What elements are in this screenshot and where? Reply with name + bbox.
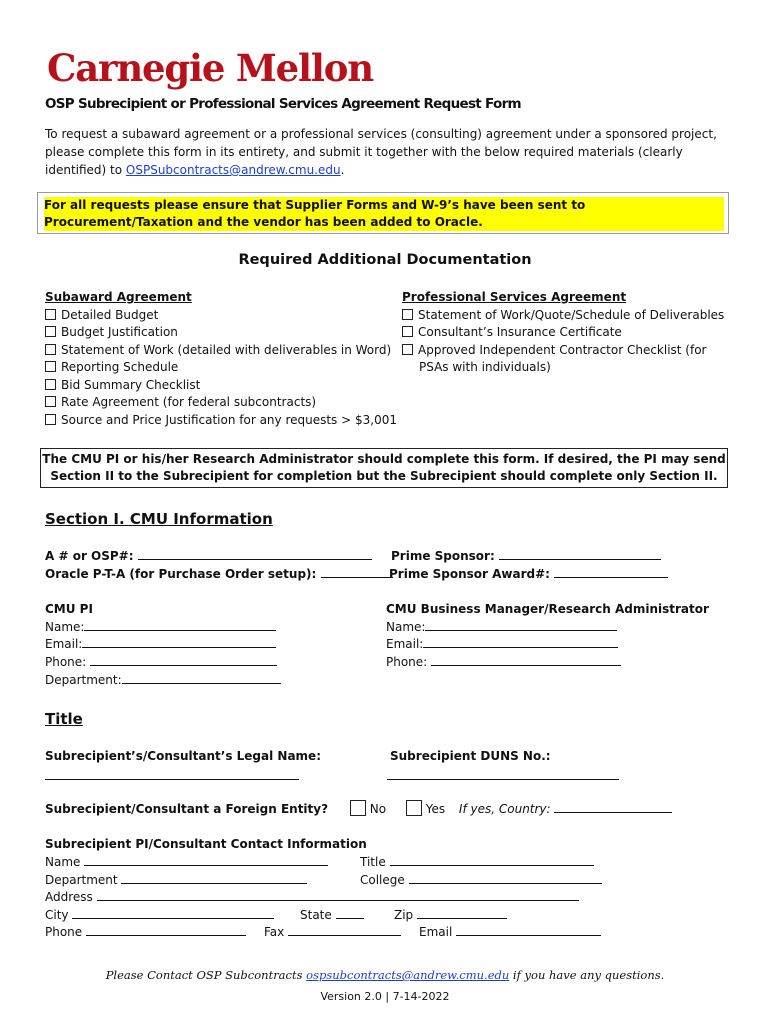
field-label: Name: <box>45 620 85 634</box>
field-label: Department: <box>45 673 122 687</box>
field-label: Zip <box>394 908 414 922</box>
field-line[interactable] <box>84 619 276 631</box>
field-label: Title <box>360 855 386 869</box>
field-line[interactable] <box>90 654 277 666</box>
field-line[interactable] <box>499 548 661 560</box>
yes-label: Yes <box>425 802 446 816</box>
field-label: Email <box>419 925 453 939</box>
checkbox-icon[interactable] <box>45 396 56 407</box>
checkbox-icon[interactable] <box>45 414 56 425</box>
professional-item[interactable] <box>402 342 724 360</box>
intro-text: To request a subaward agreement or a professional services (consulting) agreement under a sponsored project, please complete this form in its entirety, and submit it together with the below required materials (clearly identified) to <box>45 127 717 177</box>
alert-box <box>37 192 729 234</box>
section-1-title: Section I. CMU Information <box>45 510 273 528</box>
item-label: Budget Justification <box>61 325 178 339</box>
foreign-entity-label: Subrecipient/Consultant a Foreign Entity? <box>45 802 329 816</box>
contact-address-field[interactable] <box>45 889 579 906</box>
subaward-item[interactable] <box>45 359 397 377</box>
field-line[interactable] <box>86 924 246 936</box>
item-label: Reporting Schedule <box>61 360 179 374</box>
prime-award-field[interactable] <box>389 566 668 583</box>
field-label: Phone: <box>386 655 428 669</box>
item-label: Consultant’s Insurance Certificate <box>418 325 622 339</box>
field-line[interactable] <box>390 854 594 866</box>
notice-line-1: The CMU PI or his/her Research Administrator should complete this form. If desired, the PI may send <box>42 452 726 466</box>
professional-heading: Professional Services Agreement <box>402 290 627 304</box>
footer-email-link[interactable]: ospsubcontracts@andrew.cmu.edu <box>306 968 510 982</box>
alert-text: For all requests please ensure that Supplier Forms and W-9’s have been sent to Procurement/Taxation and the vendor has been added to Oracle. <box>44 197 724 231</box>
contact-phone-field[interactable] <box>45 924 246 941</box>
field-label: Prime Sponsor: <box>391 549 495 563</box>
oracle-pta-field[interactable] <box>45 566 393 583</box>
field-line[interactable] <box>456 924 601 936</box>
field-line[interactable] <box>82 636 276 648</box>
bm-ra-heading: CMU Business Manager/Research Administrator <box>386 602 709 616</box>
field-label: Phone <box>45 925 83 939</box>
item-label: Statement of Work/Quote/Schedule of Deliverables <box>418 307 725 322</box>
section-2-title: Title <box>45 710 83 728</box>
field-label: Email: <box>45 637 83 651</box>
no-checkbox[interactable] <box>350 800 366 816</box>
legal-name-line[interactable] <box>45 768 299 780</box>
field-label: State <box>300 908 332 922</box>
field-line[interactable] <box>425 619 617 631</box>
field-line[interactable] <box>138 548 372 560</box>
field-line[interactable] <box>409 872 602 884</box>
checkbox-icon[interactable] <box>45 379 56 390</box>
intro-end: . <box>340 163 345 177</box>
subaward-checklist <box>45 289 397 429</box>
subaward-heading: Subaward Agreement <box>45 290 192 304</box>
bm-name-field[interactable] <box>386 619 617 636</box>
contact-title-field[interactable] <box>360 854 594 871</box>
contact-zip-field[interactable] <box>394 907 507 924</box>
bm-email-field[interactable] <box>386 636 618 653</box>
field-label: Name: <box>386 620 426 634</box>
professional-item[interactable] <box>402 324 724 342</box>
intro-email-link[interactable]: OSPSubcontracts@andrew.cmu.edu <box>125 163 341 177</box>
field-line[interactable] <box>554 566 668 578</box>
item-label: Approved Independent Contractor Checklist (for <box>418 342 707 357</box>
contact-heading: Subrecipient PI/Consultant Contact Information <box>45 837 367 851</box>
footer-text-end: if you have any questions. <box>509 968 665 982</box>
contact-state-field[interactable] <box>300 907 364 924</box>
professional-item-continued: PSAs with individuals) <box>419 360 551 374</box>
form-title: OSP Subrecipient or Professional Services Agreement Request Form <box>45 96 521 112</box>
footer-contact <box>0 968 770 982</box>
field-line[interactable] <box>336 907 364 919</box>
contact-department-field[interactable] <box>45 872 307 889</box>
pi-email-field[interactable] <box>45 636 276 653</box>
intro-paragraph <box>45 125 725 179</box>
footer-text: Please Contact OSP Subcontracts <box>105 968 307 982</box>
item-label: Detailed Budget <box>61 307 159 322</box>
professional-item[interactable] <box>402 307 724 325</box>
checkbox-icon[interactable] <box>45 309 56 320</box>
cmu-pi-heading: CMU PI <box>45 602 93 616</box>
duns-label: Subrecipient DUNS No.: <box>390 749 551 763</box>
item-label: Bid Summary Checklist <box>61 377 201 392</box>
prime-sponsor-field[interactable] <box>391 548 661 565</box>
contact-name-field[interactable] <box>45 854 328 871</box>
contact-email-field[interactable] <box>419 924 601 941</box>
required-docs-heading: Required Additional Documentation <box>238 252 532 268</box>
field-line[interactable] <box>417 907 507 919</box>
item-label: Source and Price Justification for any requests > $3,001 <box>61 412 397 427</box>
subaward-item[interactable] <box>45 307 397 325</box>
country-label: If yes, Country: <box>458 802 551 816</box>
field-label: Department <box>45 873 118 887</box>
bm-phone-field[interactable] <box>386 654 621 671</box>
field-line[interactable] <box>321 566 393 578</box>
duns-line[interactable] <box>387 768 619 780</box>
cmu-logo: Carnegie Mellon <box>47 46 373 90</box>
checkbox-icon[interactable] <box>402 344 413 355</box>
notice-line-2: Section II to the Subrecipient for completion but the Subrecipient should complete only Section II. <box>50 469 718 483</box>
professional-checklist <box>402 289 724 377</box>
notice-box <box>40 448 728 488</box>
pi-department-field[interactable] <box>45 672 281 689</box>
field-line[interactable] <box>84 854 328 866</box>
a-osp-field[interactable] <box>45 548 372 565</box>
subaward-item[interactable] <box>45 412 397 430</box>
version-label: Version 2.0 | 7-14-2022 <box>320 990 450 1003</box>
checkbox-icon[interactable] <box>402 326 413 337</box>
checkbox-icon[interactable] <box>45 326 56 337</box>
field-line[interactable] <box>121 872 307 884</box>
subaward-item[interactable] <box>45 394 397 412</box>
field-label: Oracle P-T-A (for Purchase Order setup): <box>45 567 317 581</box>
field-label: Prime Sponsor Award#: <box>389 567 550 581</box>
legal-name-label: Subrecipient’s/Consultant’s Legal Name: <box>45 749 321 763</box>
field-line[interactable] <box>423 636 618 648</box>
country-line[interactable] <box>554 801 672 813</box>
field-label: Name <box>45 855 81 869</box>
field-label: A # or OSP#: <box>45 549 134 563</box>
field-line[interactable] <box>122 672 281 684</box>
checkbox-icon[interactable] <box>402 309 413 320</box>
pi-name-field[interactable] <box>45 619 276 636</box>
item-label: Statement of Work (detailed with deliverables in Word) <box>61 342 392 357</box>
field-line[interactable] <box>97 889 579 901</box>
foreign-entity-row <box>45 800 672 818</box>
subaward-item[interactable] <box>45 342 397 360</box>
field-label: Phone: <box>45 655 87 669</box>
item-label: Rate Agreement (for federal subcontracts) <box>61 395 317 409</box>
subaward-item[interactable] <box>45 324 397 342</box>
contact-fax-field[interactable] <box>264 924 401 941</box>
field-line[interactable] <box>288 924 401 936</box>
field-line[interactable] <box>431 654 621 666</box>
field-label: Fax <box>264 925 285 939</box>
no-label: No <box>369 802 387 816</box>
field-line[interactable] <box>72 907 274 919</box>
checkbox-icon[interactable] <box>45 344 56 355</box>
field-label: Address <box>45 890 93 904</box>
subaward-item[interactable] <box>45 377 397 395</box>
pi-phone-field[interactable] <box>45 654 277 671</box>
yes-checkbox[interactable] <box>406 800 422 816</box>
contact-city-field[interactable] <box>45 907 274 924</box>
checkbox-icon[interactable] <box>45 361 56 372</box>
field-label: College <box>360 873 405 887</box>
field-label: Email: <box>386 637 424 651</box>
field-label: City <box>45 908 69 922</box>
contact-college-field[interactable] <box>360 872 602 889</box>
